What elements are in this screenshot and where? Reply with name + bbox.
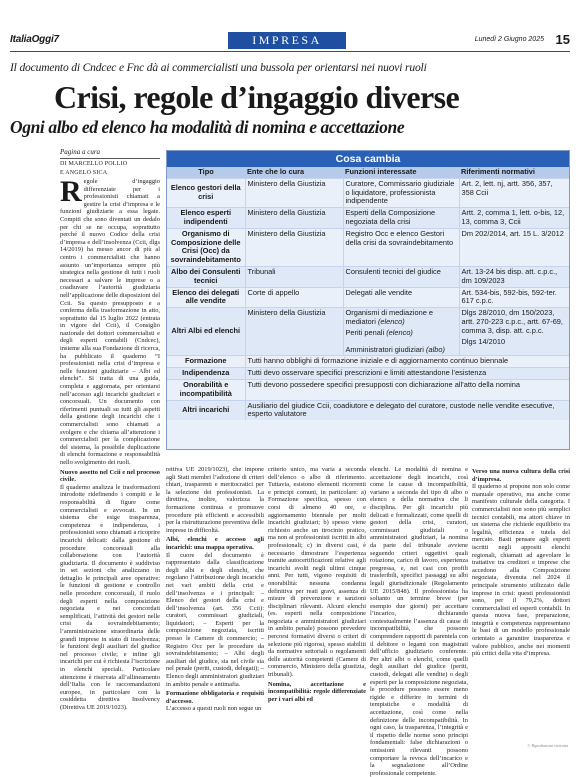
article-column-3 [268,466,366,742]
table-row [167,208,569,229]
col4-text: elenchi. Le modalità di nomina e accettazione degli incarichi, così come le cause di incompatibilità, variano a seconda del tipo di albo o elenco e della normativa che li disciplina. Per gli incarichi più delicati e formalizzati, come quelli di gestori della crisi, curatori, commissari giudiziali o amministratori giudiziari, la nomina da parte del tribunale avviene seguendo criteri oggettivi quali rotazione, carico di lavoro, esperienza pregressa, e, nei casi con profili trasferibili, specifici passaggi su albi legali giurisdizionale (Regolamento UE 2015/848). Il professionista ha soltanto un termine breve (per esempio due giorni) per accettare l’incarico, dichiarando contestualmente l’assenza di cause di incompatibilità, che possono comprendere rapporti di parentela con il debitore o legami con magistrati dell’ufficio giudiziario conferente. Per altri albi o elenchi, come quelli degli ausiliari del giudice (periti, custodi, delegati alle vendite) o degli esperti per la composizione negoziata, le procedure possono essere meno rigide e differire in termini di tempistiche e modalità di accettazione, così come nella definizione delle incompatibilità. In ogni caso, la trasparenza, l’integrità e il rispetto delle norme sono principi fondamentali: false dichiarazioni o omissioni rilevanti possono comportare la revoca dell’incarico e la segnalazione all’Ordine professionale competente. [370,466,468,777]
col4-subheading: Verso una nuova cultura della crisi d’impresa. [472,468,570,483]
col3-text: criterio unico, ma varia a seconda dell’elenco o albo di riferimento. Tuttavia, esistono elementi ricorrenti e principi comuni, in particolare: a) Formazione specifica, spesso con corsi di almeno 40 ore, e aggiornamento biennale per molti incarichi giudiziari; b) spesso viene richiesto anche un tirocinio pratico, ma non ai professionisti iscritti in albi professionali; c) in diversi casi, è necessario dimostrare l’esperienza tramite autocertificazioni relative agli incarichi svolti negli ultimi cinque anni. Per tutti, vigono requisiti di onorabilità: nessuna condanna definitiva per reati gravi, assenza di misure di prevenzione e sanzioni disciplinari rilevanti. Alcuni elenchi (es. esperti nella composizione negoziata e amministratori giudiziari in ambito penale) possono prevedere percorsi formativi diversi o criteri di selezione più rigorosi, spesso stabiliti da normative settoriali o regolamenti delle autorità competenti (Camere di commercio, Ministero della giustizia, tribunali). [268,466,366,679]
funzione-label: Organismi di mediazione e mediatori [345,308,433,326]
funzione-label: Amministratori giudiziari [345,344,424,354]
cell-funzioni: Consulenti tecnici del giudice [343,266,459,287]
summary-label: Altri incarichi [167,400,245,420]
funzione-amministratori [346,346,457,355]
cell-ente: Ministero della Giustizia [245,228,343,266]
cell-riferimenti-multi [459,308,569,356]
funzione-periti [346,329,457,338]
cell-funzioni: Registro Occ e elenco Gestori della crisi da sovraindebitamento [343,228,459,266]
cell-funzioni: Esperti della Composizione negoziata della crisi [343,208,459,229]
summary-text: Ausiliario del giudice Ccii, coadiutore e delegato del curatore, custode nelle vendite esecutive, esperto valutatore [245,400,569,420]
section-label: IMPRESA [228,32,346,49]
riferimento-mediazione: Dlgs 28/2010, dm 150/2023, artt. 270-223 c.p.c., artt. 67-69, comma 3, disp. att. c.p.c. [461,308,563,335]
col2-sub-text: Il cuore del documento è rappresentato dalla classificazione degli albi e degli elenchi, che regolano l’attribuzione degli incarichi nei vari ambiti della crisi e dell’insolvenza e i principali: – Elenco dei gestori della crisi e dell’insolvenza (art. 356 Ccii): curatori, commissari giudiziali, liquidatori; – Esperti per la composizione negoziata, iscritti presso le Camere di commercio; – Registro Occ per le procedure da sovraindebitamento; – Albi degli ausiliari del giudice, sia nel civile sia nel penale (periti, custodi, delegati); – Elenco degli amministratori giudiziari in ambito penale e antimafia. [166,551,264,688]
byline-rule [60,158,160,159]
byline-prefix: DI [60,161,67,167]
summary-text: Tutti devono possedere specifici presupposti con dichiarazione all’atto della nomina [245,379,569,400]
cell-tipo: Elenco esperti indipendenti [167,208,245,229]
col4-sub-text: Il quaderno si propone non solo come manuale operativo, ma anche come manifesto culturale della categoria. I commercialisti non sono più semplici tecnici contabili, ma attori chiave in un sistema che richiede equilibrio tra legalità, efficienza e tutela del mercato. Basti pensare agli esperti iscritti negli appositi elenchi regionali, chiamati ad agevolare le trattative tra creditori e imprese che accedono alla Composizione negoziata, divenuta nel 2024 il principale strumento utilizzato dalle imprese in crisi: questi professionisti sono, per il 79,2%, dottori commercialisti ed esperti contabili. In questa nuova fase, preparazione, integrità e competenza rappresentano le basi di un modello professionale orientato a garantire trasparenza e valore pubblico, anche nei momenti più critici della vita d’impresa. [472,483,570,658]
table-row [167,266,569,287]
cell-riferimenti: Art. 2, lett. nj, artt. 356, 357, 358 Ccii [459,178,569,207]
article-subtitle: Ogni albo ed elenco ha modalità di nomina e accettazione [10,117,405,137]
table-summary-row [167,400,569,420]
article-kicker: Il documento di Cndcec e Fnc dà ai commercialisti una bussola per orientarsi nei nuovi ruoli [10,62,427,74]
header-ente: Ente che lo cura [245,167,343,178]
cell-riferimenti: Art. 534-bis, 592-bis, 592-ter. 617 c.p.c. [459,287,569,308]
summary-label: Formazione [167,356,245,368]
drop-cap: R [60,175,82,208]
copyright-note: © Riproduzione riservata [527,743,568,748]
summary-label: Indipendenza [167,368,245,380]
cell-ente: Corte di appello [245,287,343,308]
cell-funzioni: Delegati alle vendite [343,287,459,308]
summary-text: Tutti hanno obblighi di formazione iniziale e di aggiornamento continuo biennale [245,356,569,368]
cell-tipo: Organismo di Composizione delle Crisi (Occ) da sovraindebitamento [167,228,245,266]
col2-text: rettiva UE 2019/1023), che impone agli Stati membri l’adozione di criteri chiari, trasparenti e meritocratici per la selezione dei professionisti. La direttiva, inoltre, valorizza la formazione continua e promuove procedure più efficienti e accessibili per la ristrutturazione preventiva delle imprese in difficoltà. [166,466,264,534]
article-column-4 [370,466,468,777]
author-1: MARCELLO POLLIO [68,161,128,167]
funzione-note: (albo) [426,344,445,354]
publication-logo: ItaliaOggi7 [10,34,59,45]
header-funzioni: Funzioni interessate [343,167,459,178]
article-column-1 [60,175,160,740]
cell-tipo: Albo dei Consulenti tecnici [167,266,245,287]
col2-sub2-text: L’accesso a questi ruoli non segue un [166,705,262,713]
article-column-2 [166,466,264,742]
table-header-row [167,167,569,178]
cell-riferimenti: Artt. 2, comma 1, lett. o-bis, 12, 13, comma 3, Ccii [459,208,569,229]
table-caption: Cosa cambia [167,151,569,167]
header-riferimenti: Riferimenti normativi [459,167,569,178]
article-title: Crisi, regole d’ingaggio diverse [54,79,460,115]
summary-text: Tutti devo osservare specifici prescrizioni e limiti attestandone l’esistenza [245,368,569,380]
byline-author-2: E ANGELO SICA [60,170,108,176]
header-tipo: Tipo [167,167,245,178]
page-number: 15 [555,32,570,47]
article-column-5 [472,466,570,742]
header-rule [10,51,570,52]
summary-label: Onorabilità e incompatibilità [167,379,245,400]
col3-subheading: Nomina, accettazione e incompatibilità: regole differenziate per i vari albi ed [268,680,366,703]
cell-funzioni-multi [343,308,459,356]
funzione-label: Periti penali [345,327,385,337]
cell-funzioni: Curatore, Commissario giudiziale o liquidatore, professionista indipendente [343,178,459,207]
table-row [167,308,569,356]
byline-author-1 [60,160,160,169]
cell-ente: Ministero della Giustizia [245,178,343,207]
cell-ente: Tribunali [245,266,343,287]
info-table-box [166,150,570,450]
riferimento-amministratori: Dlgs 14/2010 [461,336,506,346]
col2-subheading: Albi, elenchi e accesso agli incarichi: una mappa operativa. [166,536,264,551]
table-row [167,287,569,308]
page-header [10,32,570,50]
col2-subheading-2: Formazione obbligatoria e requisiti d’accesso. [166,690,264,705]
col1-subheading: Nuovo assetto nel Ccii e nel processo civile. [60,468,160,484]
byline [60,148,160,178]
cell-riferimenti: Art. 13-24 bis disp. att. c.p.c., dm 109/2023 [459,266,569,287]
funzione-note: (elenco) [377,316,405,326]
cell-tipo: Elenco gestori della crisi [167,178,245,207]
col1-sub-text: Il quaderno analizza le trasformazioni introdotte ridefinendo i compiti e le responsabilità di figure come commercialisti e avvocati. In un sistema che esige trasparenza, competenza e indipendenza, i professionisti sono chiamati a ricoprire incarichi delicati: dalla gestione di procedure concorsuali alla collaborazione con l’autorità giudiziaria. Il documento è suddiviso in sei sezioni che analizzano in dettaglio le principali aree operative: le funzioni di gestione e controllo nelle procedure concorsuali, il ruolo degli esperti nella composizione negoziata e nei concordati semplificati, l’attività dei gestori nelle crisi da sovraindebitamento; l’amministrazione straordinaria delle grandi imprese in stato di insolvenza; le funzioni degli ausiliari del giudice nel processo civile; e infine gli incarichi per cui è richiesta l’iscrizione in elenchi speciali. Particolare attenzione è riservata all’allineamento dell’Italia con le raccomandazioni europee, in particolare con la cosiddetta direttiva Insolvency (Direttiva UE 2019/1023). [60,483,160,711]
table-row [167,228,569,266]
table-summary-row [167,356,569,368]
cell-tipo: Elenco dei delegati alle vendite [167,287,245,308]
col1-paragraph [60,175,160,467]
byline-label: Pagina a cura [60,148,101,156]
funzione-mediatori [346,309,457,327]
table-row [167,178,569,207]
col1-intro: egole d’ingaggio differenziate per i professionisti chiamati a gestire la crisi d’impresa e le funzioni giudiziarie a essa legate. Compiti che sono diventati un dedalo per chi se ne occupa, soprattutto perché il nuovo Codice della crisi d’impresa e dell’insolvenza (Ccii, dlgs 14/2019) ha messo ancor di più al centro i commercialisti che hanno assunto un’importanza sempre più strategica nella gestione di tutti i ruoli necessari a salvare le imprese o a coadiuvare l’autorità giudiziaria nell’applicazione delle disposizioni del Ccii. Su questo presupposto e a conferma della trasformazione in atto, soprattutto dal 15 luglio 2022 (entrata in vigore del Ccii), il Consiglio nazionale dei dottori commercialisti e degli esperti contabili (Cndcec), insieme alla sua Fondazione di ricerca, ha pubblicato il quaderno “I professionisti nella crisi d’impresa e nelle funzioni giudiziarie – Albi ed elenchi”. Si tratta di una guida, completa e aggiornata, per orientarsi nell’accesso agli incarichi giudiziari e concorsuali. Un documento con riferimenti puntuali su tutti gli aspetti della gestione degli incarichi che i commercialisti sono chiamati a svolgere e che chiama all’attenzione i commercialisti per la complicazione del sistema, la possibile duplicazione di elenchi formazione e responsabilità nello svolgimento dei ruoli. [60,178,160,466]
cell-ente: Ministero della Giustizia [245,208,343,229]
funzione-note: (elenco) [386,327,413,337]
table-summary-row [167,368,569,380]
cell-ente: Ministero della Giustizia [245,308,343,356]
cell-riferimenti: Dm 202/2014, art. 15 L. 3/2012 [459,228,569,266]
info-table [167,167,569,420]
issue-date: Lunedì 2 Giugno 2025 [474,36,544,43]
table-summary-row [167,379,569,400]
cell-tipo: Altri Albi ed elenchi [167,308,245,356]
